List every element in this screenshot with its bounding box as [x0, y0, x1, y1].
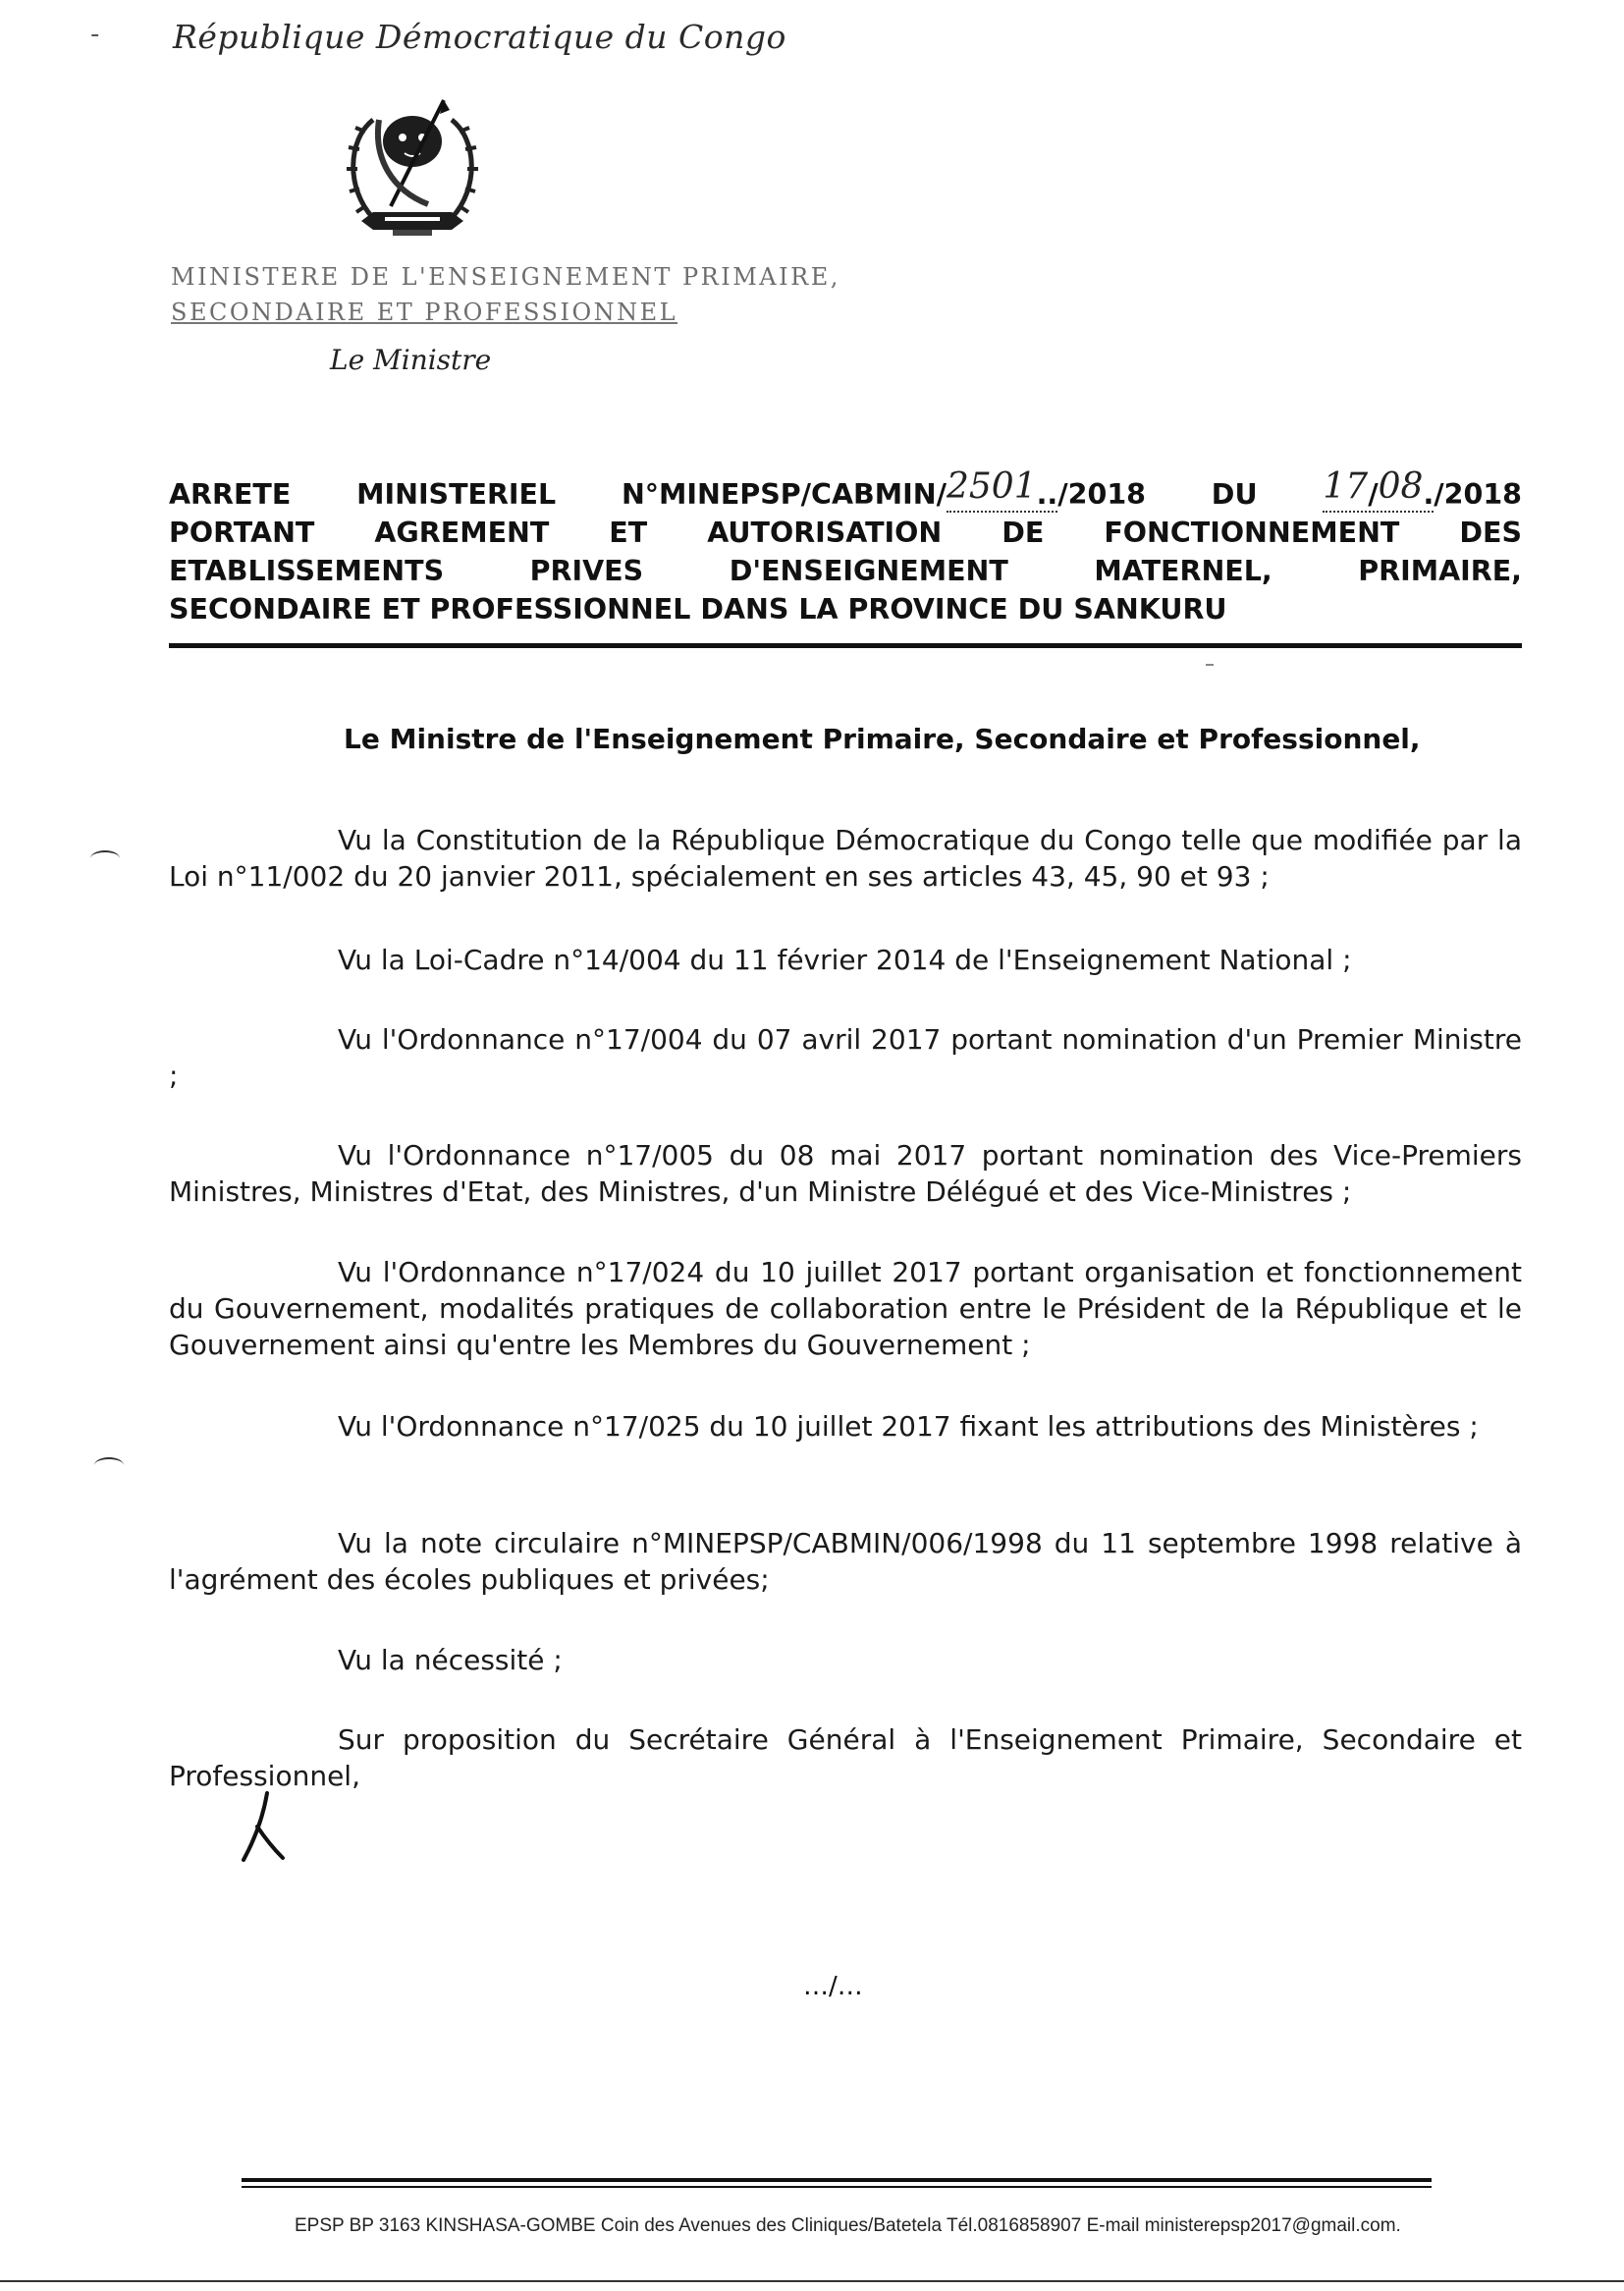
preamble-heading: Le Ministre de l'Enseignement Primaire, Secondaire et Professionnel,	[344, 723, 1421, 755]
consideration-ordonnance-17-024: Vu l'Ordonnance n°17/024 du 10 juillet 2017 portant organisation et fonctionnement du Gouvernement, modalités pratiques de collaboration entre le Président de la République et le Gouvernement ainsi qu'entre les Membres du Gouvernement ;	[169, 1256, 1522, 1361]
decree-number-handwritten: 2501	[946, 466, 1037, 507]
ministry-name-line2: SECONDAIRE ET PROFESSIONNEL	[171, 299, 678, 326]
consideration-ordonnance-17-025: Vu l'Ordonnance n°17/025 du 10 juillet 2017 fixant les attributions des Ministères ;	[338, 1410, 1479, 1443]
decree-year-sep: /2018 DU	[1057, 478, 1324, 511]
ministry-name-line1: MINISTERE DE L'ENSEIGNEMENT PRIMAIRE,	[171, 263, 840, 291]
consideration-ordonnance-17-005: Vu l'Ordonnance n°17/005 du 08 mai 2017 portant nomination des Vice-Premiers Ministres, Ministres d'Etat, des Ministres, d'un Ministre Délégué et des Vice-Ministres ;	[169, 1139, 1522, 1208]
footer-rule-thin	[242, 2186, 1432, 2188]
consideration-necessite: Vu la nécessité ;	[338, 1644, 563, 1676]
margin-mark	[90, 850, 120, 866]
footer-address: EPSP BP 3163 KINSHASA-GOMBE Coin des Avenues des Cliniques/Batetela Tél.0816858907 E-mail ministerepsp2017@gmail.com.	[295, 2215, 1401, 2236]
paraph-initial-mark	[234, 1787, 293, 1866]
consideration-loi-cadre: Vu la Loi-Cadre n°14/004 du 11 février 2014 de l'Enseignement National ;	[338, 944, 1352, 976]
decree-title-line3: ETABLISSEMENTS PRIVES D'ENSEIGNEMENT MATERNEL, PRIMAIRE,	[169, 555, 1522, 587]
decree-title-line2: PORTANT AGREMENT ET AUTORISATION DE FONCTIONNEMENT DES	[169, 517, 1522, 549]
minister-signature-label: Le Ministre	[330, 344, 492, 376]
decree-title	[169, 466, 1522, 628]
decree-number: 2501..	[946, 466, 1058, 511]
consideration-note-circulaire: Vu la note circulaire n°MINEPSP/CABMIN/006/1998 du 11 septembre 1998 relative à l'agrément des écoles publiques et privées;	[169, 1527, 1522, 1596]
margin-dash: -	[90, 20, 100, 49]
page-continuation: …/…	[803, 1972, 863, 2001]
scan-speck	[1206, 664, 1214, 666]
decree-prefix: ARRETE MINISTERIEL N°MINEPSP/CABMIN/	[169, 478, 947, 511]
coat-of-arms-emblem	[334, 81, 491, 249]
decree-title-line1	[169, 466, 1522, 514]
title-underline	[169, 643, 1522, 648]
page-bottom-rule	[0, 2280, 1624, 2282]
consideration-proposition: Sur proposition du Secrétaire Général à l'Enseignement Primaire, Secondaire et Professionnel,	[169, 1723, 1522, 1792]
margin-mark	[94, 1457, 124, 1473]
decree-year-end: /2018	[1434, 478, 1522, 511]
decree-date-month: 08	[1378, 466, 1424, 507]
republic-heading: République Démocratique du Congo	[173, 18, 786, 56]
consideration-ordonnance-17-004: Vu l'Ordonnance n°17/004 du 07 avril 2017 portant nomination d'un Premier Ministre ;	[169, 1023, 1522, 1092]
decree-date: 17/08.	[1323, 466, 1435, 511]
consideration-constitution: Vu la Constitution de la République Démocratique du Congo telle que modifiée par la Loi n°11/002 du 20 janvier 2011, spécialement en ses articles 43, 45, 90 et 93 ;	[169, 824, 1522, 893]
footer-rule-thick	[242, 2178, 1432, 2182]
decree-title-line4: SECONDAIRE ET PROFESSIONNEL DANS LA PROVINCE DU SANKURU	[169, 593, 1227, 626]
decree-date-day: 17	[1323, 466, 1369, 507]
